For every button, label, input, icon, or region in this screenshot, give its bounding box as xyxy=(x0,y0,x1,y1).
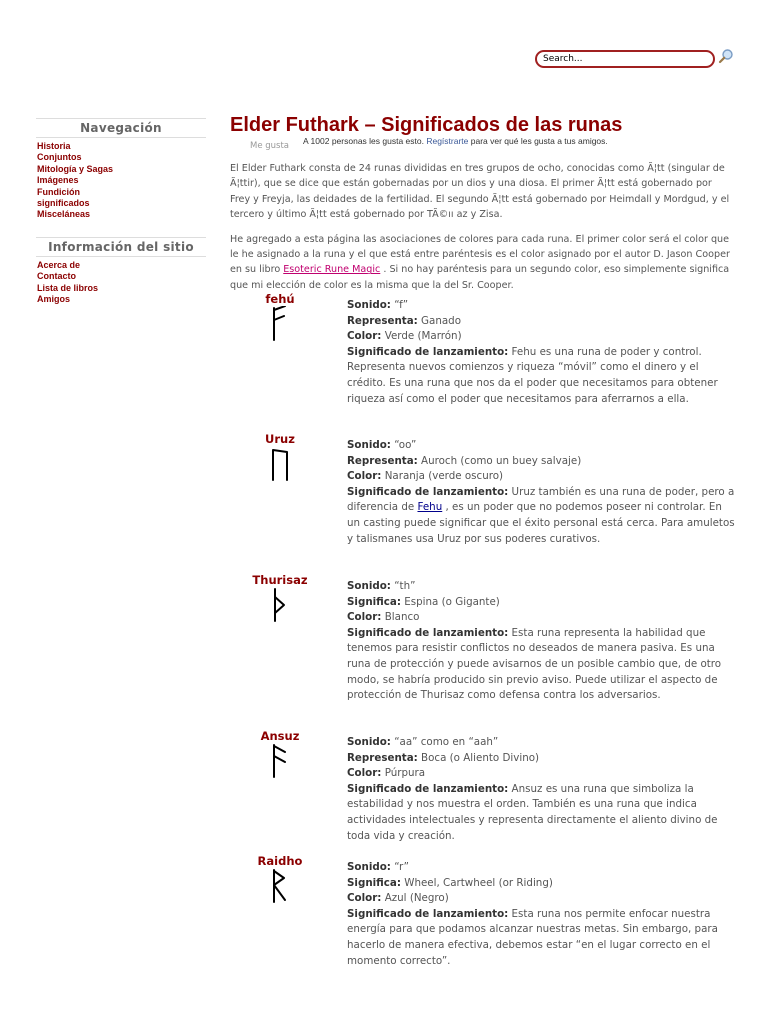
info-link-libros[interactable]: Lista de libros xyxy=(37,282,99,293)
nav-link-miscelaneas[interactable]: Misceláneas xyxy=(37,209,91,220)
sidebar xyxy=(36,118,206,321)
register-link[interactable]: Regístrarte xyxy=(426,136,469,146)
search-icon[interactable] xyxy=(718,48,734,64)
nav-link-historia[interactable]: Historia xyxy=(37,141,71,151)
info-link-amigos[interactable]: Amigos xyxy=(37,294,71,305)
rune-description: Sonido: “oo” Representa: Auroch (como un buey salvaje) Color: Naranja (verde oscuro) Significado de lanzamiento: Uruz también es una runa de poder, pero a diferencia de Fehu , es un poder que no podemos poseer ni controlar. En un casting puede significar que el éxito personal está cerca. Para amuletos y talismanes usa Uruz por sus poderes curativos. xyxy=(347,439,735,545)
like-count-text: A 1002 personas les gusta esto. Regístrarte para ver qué les gusta a tus amigos. xyxy=(303,136,608,146)
rune-name: fehú xyxy=(265,292,295,306)
nav-link-imagenes[interactable]: Imágenes xyxy=(37,175,79,186)
rune-description: Sonido: “th” Significa: Espina (o Gigante) Color: Blanco Significado de lanzamiento: Esta runa representa la habilidad que tenemos para resistir conflictos no deseados de manera pasiva. Es una runa de protección y puede avisarnos de un posible cambio que, de otro modo, se habría producido sin previo aviso. Puede utilizar el aspecto de protección de Thurisaz como defensa contra los adversarios. xyxy=(347,580,722,702)
like-row xyxy=(230,137,735,161)
navigation-heading: Navegación xyxy=(36,118,206,138)
article xyxy=(230,110,735,293)
fehu-rune-icon xyxy=(265,306,295,342)
rune-description: Sonido: “r” Significa: Wheel, Cartwheel (or Riding) Color: Azul (Negro) Significado de lanzamiento: Esta runa nos permite enfocar nuestra energía para que podamos alcanzar nuestras metas. Sin embargo, para hacerlo de manera efectiva, debemos estar “en el lugar correcto en el momento correcto”. xyxy=(347,861,718,967)
rune-name: Raidho xyxy=(257,854,303,868)
site-info-heading: Información del sitio xyxy=(36,237,206,257)
nav-link-significados[interactable]: significados xyxy=(37,198,90,209)
raidho-rune-icon xyxy=(265,868,295,904)
info-link-contacto[interactable]: Contacto xyxy=(37,271,76,282)
rune-name: Ansuz xyxy=(260,729,300,743)
nav-link-fundicion[interactable]: Fundición xyxy=(37,186,80,197)
rune-name: Thurisaz xyxy=(252,573,308,587)
rune-description: Sonido: “aa” como en “aah” Representa: Boca (o Aliento Divino) Color: Púrpura Significado de lanzamiento: Ansuz es una runa que simboliza la estabilidad y nos muestra el orden. También es una runa que indica actividades intelectuales y representa directamente el aliento divino de toda vida y creación. xyxy=(347,736,718,842)
nav-link-conjuntos[interactable]: Conjuntos xyxy=(37,152,82,163)
site-info-list xyxy=(37,260,206,306)
intro-paragraph: El Elder Futhark consta de 24 runas divididas en tres grupos de ocho, conocidas como Ã¦tt (singular de Ã¦ttir), que se dice que están gobernadas por un dios y una diosa. El primer Ã¦tt está gobernado por Frey y Freyja, las deidades de la fertilidad. El segundo Ã¦tt está gobernado por Heimdall y Mordgud, y el tercero y último Ã¦tt está gobernado por TÃ©ıı az y Zisa. xyxy=(230,163,730,221)
navigation-list xyxy=(37,141,206,221)
like-button[interactable]: Me gusta xyxy=(250,141,290,151)
fehu-link[interactable]: Fehu xyxy=(417,501,443,514)
search-input[interactable]: Search... xyxy=(535,50,715,68)
uruz-rune-icon xyxy=(265,446,295,482)
page-title: Elder Futhark – Significados de las runas xyxy=(230,114,623,136)
nav-link-mitologia[interactable]: Mitología y Sagas xyxy=(37,163,114,174)
rune-name: Uruz xyxy=(265,432,295,446)
thurisaz-rune-icon xyxy=(265,587,295,623)
ansuz-rune-icon xyxy=(265,743,295,779)
esoteric-rune-magic-link[interactable]: Esoteric Rune Magic xyxy=(283,264,381,276)
color-note-paragraph: He agregado a esta página las asociaciones de colores para cada runa. El primer color será el color que le he asignado a la runa y el que está entre paréntesis es el color asignado por el autor D. Jason Cooper en su libro Esoteric Rune Magic . Si no hay paréntesis para un segundo color, eso simplemente significa que mi elección de color es la misma que la del Sr. Cooper. xyxy=(230,233,730,291)
info-link-acerca[interactable]: Acerca de xyxy=(37,259,81,270)
rune-description: Sonido: “f” Representa: Ganado Color: Verde (Marrón) Significado de lanzamiento: Fehu es una runa de poder y control. Representa nuevos comienzos y riqueza “móvil” como el dinero y el crédito. Es una runa que nos da el poder que necesitamos para obtener riqueza así como el poder que necesitamos para aferrarnos a ella. xyxy=(347,299,718,405)
